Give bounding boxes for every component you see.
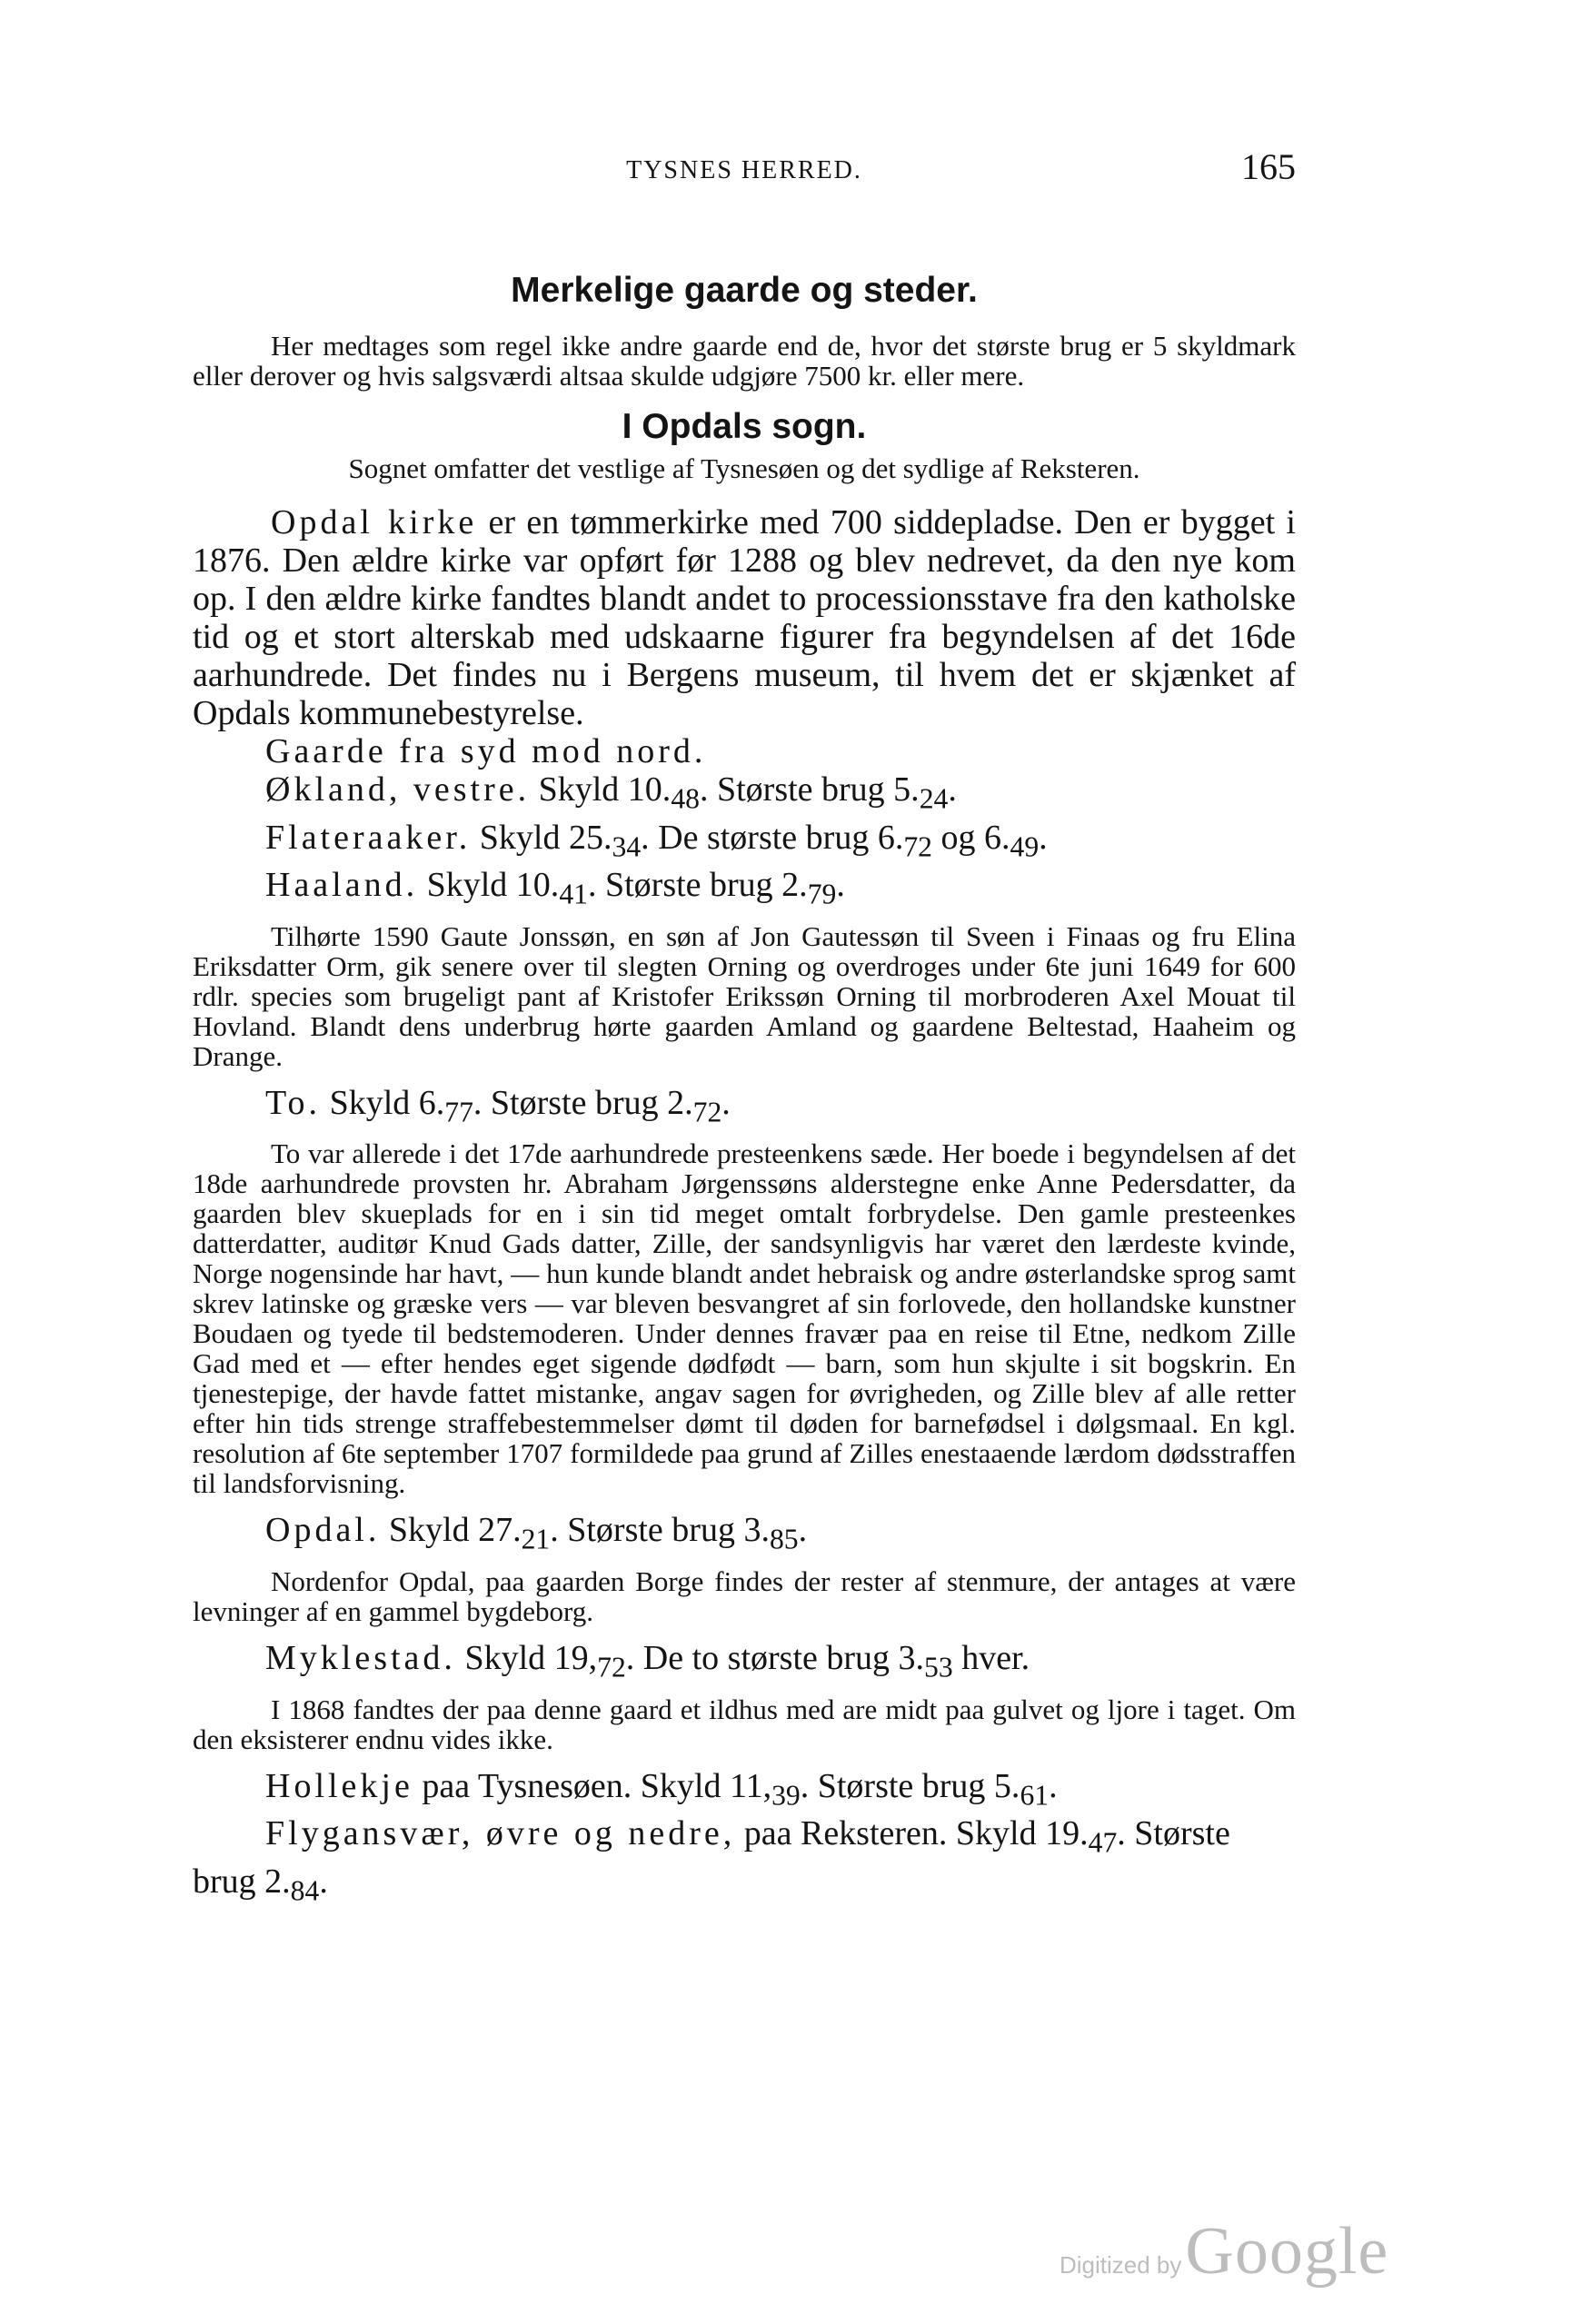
farm-skyld-decimals: 34 — [612, 830, 642, 863]
farm-brug-decimals: 53 — [924, 1651, 953, 1683]
farm-brug-decimals: 79 — [807, 878, 837, 910]
church-paragraph — [193, 503, 1296, 732]
page-number: 165 — [1241, 146, 1296, 187]
section-title: Merkelige gaarde og steder. — [511, 271, 978, 310]
church-name: Opdal kirke — [271, 503, 478, 541]
farm-skyld-decimals: 41 — [559, 878, 588, 910]
digitized-watermark — [1060, 2213, 1388, 2290]
farm-brug-label: . De største brug 6. — [641, 818, 904, 857]
farm-brug-decimals: 85 — [769, 1523, 799, 1555]
farm-entry-end: . — [1039, 818, 1048, 857]
farm-entry-myklestad — [193, 1639, 1296, 1687]
farm-brug-mid: og 6. — [932, 818, 1010, 857]
farm-brug-decimals: 72 — [692, 1096, 722, 1128]
farm-skyld-decimals: 72 — [597, 1651, 626, 1683]
farm-note-opdal: Nordenfor Opdal, paa gaarden Borge findes der rester af stenmure, der antages at være levninger af en gammel bygdeborg. — [193, 1564, 1296, 1627]
farm-entry-end: . — [836, 866, 845, 905]
farm-entry-okland — [193, 770, 1296, 819]
farm-entry-end: . — [721, 1083, 731, 1122]
running-title: TYSNES HERRED. — [626, 156, 862, 184]
parish-note: Sognet omfatter det vestlige af Tysnesøen og det sydlige af Reksteren. — [348, 452, 1140, 484]
farm-note-haaland: Tilhørte 1590 Gaute Jonssøn, en søn af Jon Gautessøn til Sveen i Finaas og fru Elina Eriksdatter Orm, gik senere over til slegten Orning og overdroges under 6te juni 1649 for 600 rdlr. species som brugeligt pant af Kristofer Erikssøn Orning til morbroderen Axel Mouat til Hovland. Blandt dens underbrug hørte gaarden Amland og gaardene Beltestad, Haaheim og Drange. — [193, 919, 1296, 1072]
farm-brug-decimals-2: 49 — [1010, 830, 1040, 863]
farm-note-to: To var allerede i det 17de aarhundrede presteenkens sæde. Her boede i begyndelsen af det 18de aarhundrede provsten hr. Abraham Jørgenssøns alderstegne enke Anne Pedersdatter, da gaarden blev skueplads for en i sin tid meget omtalt forbrydelse. Den gamle presteenkes datterdatter, auditør Knud Gads datter, Zille, der sandsynligvis har været den lærdeste kvinde, Norge nogensinde har havt, — hun kunde blandt andet hebraisk og andre østerlandske sprog samt skrev latinske og græske vers — var bleven besvangret af sin forlovede, den hollandske kunstner Boudaen og tyede til bedstemoderen. Under dennes fravær paa en reise til Etne, nedkom Zille Gad med et — efter hendes eget sigende dødfødt — barn, som hun skjulte i sit bogskrin. En tjenestepige, der havde fattet mistanke, angav sagen for øvrigheden, og Zille blev af alle retter efter hin tids strenge straffebestemmelser dømt til døden for barnefødsel i dølgsmaal. En kgl. resolution af 6te september 1707 formildede paa grund af Zilles enestaaende lærdom dødsstraffen til landsforvisning. — [193, 1137, 1296, 1500]
farm-skyld-decimals: 77 — [444, 1096, 473, 1128]
farm-brug-decimals: 72 — [903, 830, 932, 863]
farm-location: paa Reksteren. — [735, 1814, 956, 1853]
farms-heading: Gaarde fra syd mod nord. — [265, 732, 707, 770]
farm-name: Myklestad. — [265, 1638, 456, 1677]
farm-skyld-label: Skyld 6. — [329, 1083, 445, 1122]
farm-name: Flateraaker. — [265, 818, 472, 857]
farm-skyld-decimals: 47 — [1088, 1826, 1118, 1859]
farm-name: To. — [265, 1083, 322, 1122]
farm-entry-end: . — [948, 770, 957, 809]
farm-brug-label: . De to største brug 3. — [625, 1638, 925, 1677]
watermark-prefix: Digitized by — [1060, 2251, 1182, 2279]
farm-skyld-label: Skyld 19. — [955, 1814, 1089, 1853]
farm-entry-end: . — [798, 1511, 808, 1550]
farm-brug-label: . Største brug 5. — [800, 1766, 1020, 1805]
farm-skyld-decimals: 48 — [671, 782, 700, 815]
farm-entry-haaland — [193, 866, 1296, 914]
running-header — [193, 144, 1296, 198]
farm-skyld-label: Skyld 10. — [538, 770, 672, 809]
farm-brug-decimals: 24 — [919, 782, 949, 815]
farm-skyld-label: Skyld 11, — [640, 1766, 772, 1805]
farm-entry-end: hver. — [952, 1638, 1030, 1677]
farm-brug-decimals: 84 — [290, 1874, 320, 1907]
farm-brug-label: . Største brug 2. — [473, 1083, 693, 1122]
farm-skyld-decimals: 39 — [771, 1779, 801, 1812]
farm-entry-flateraaker — [193, 819, 1296, 867]
farm-skyld-label: Skyld 25. — [479, 818, 612, 857]
farm-name: Hollekje — [265, 1766, 413, 1805]
farm-name: Opdal. — [265, 1511, 381, 1550]
farm-name: Økland, vestre. — [265, 770, 531, 809]
section-intro: Her medtages som regel ikke andre gaarde end de, hvor det største brug er 5 skyldmark eller derover og hvis salgsværdi altsaa skulde udgjøre 7500 kr. eller mere. — [193, 330, 1296, 392]
farm-brug-label: . Største brug 2. — [587, 866, 808, 905]
farm-skyld-label: Skyld 19, — [464, 1638, 598, 1677]
farm-entry-to — [193, 1084, 1296, 1132]
farm-entry-end: . — [1049, 1766, 1058, 1805]
farm-brug-decimals: 61 — [1020, 1779, 1050, 1812]
farm-entry-end: . — [319, 1862, 328, 1901]
farm-name: Flygansvær, øvre og nedre, — [265, 1814, 736, 1853]
farm-brug-label: . Største brug 3. — [550, 1511, 770, 1550]
farm-location: paa Tysnesøen. — [413, 1766, 641, 1805]
farm-brug-label: . Største brug 5. — [699, 770, 920, 809]
google-logo-icon: Google — [1185, 2214, 1389, 2289]
parish-title: I Opdals sogn. — [622, 407, 867, 446]
farm-skyld-decimals: 21 — [521, 1523, 551, 1555]
book-page — [193, 144, 1296, 1910]
farm-entry-opdal — [193, 1511, 1296, 1559]
farm-skyld-label: Skyld 27. — [388, 1511, 522, 1550]
farm-entry-flygansvaer — [193, 1814, 1296, 1910]
church-text: er en tømmerkirke med 700 siddepladse. Den er bygget i 1876. Den ældre kirke var opført før 1288 og blev nedrevet, da den nye kom op. I den ældre kirke fandtes blandt andet to processionsstave fra den katholske tid og et stort alterskab med udskaarne figurer fra begyndelsen af det 16de aarhundrede. Det findes nu i Bergens museum, til hvem det er skjænket af Opdals kommunebestyrelse. — [193, 503, 1296, 732]
farm-note-myklestad: I 1868 fandtes der paa denne gaard et ildhus med are midt paa gulvet og ljore i taget. Om den eksisterer endnu vides ikke. — [193, 1693, 1296, 1755]
farm-name: Haaland. — [265, 866, 419, 905]
farm-entry-hollekje — [193, 1767, 1296, 1815]
farm-skyld-label: Skyld 10. — [426, 866, 560, 905]
farm-brug-label: . Største brug 2. — [193, 1814, 1230, 1901]
